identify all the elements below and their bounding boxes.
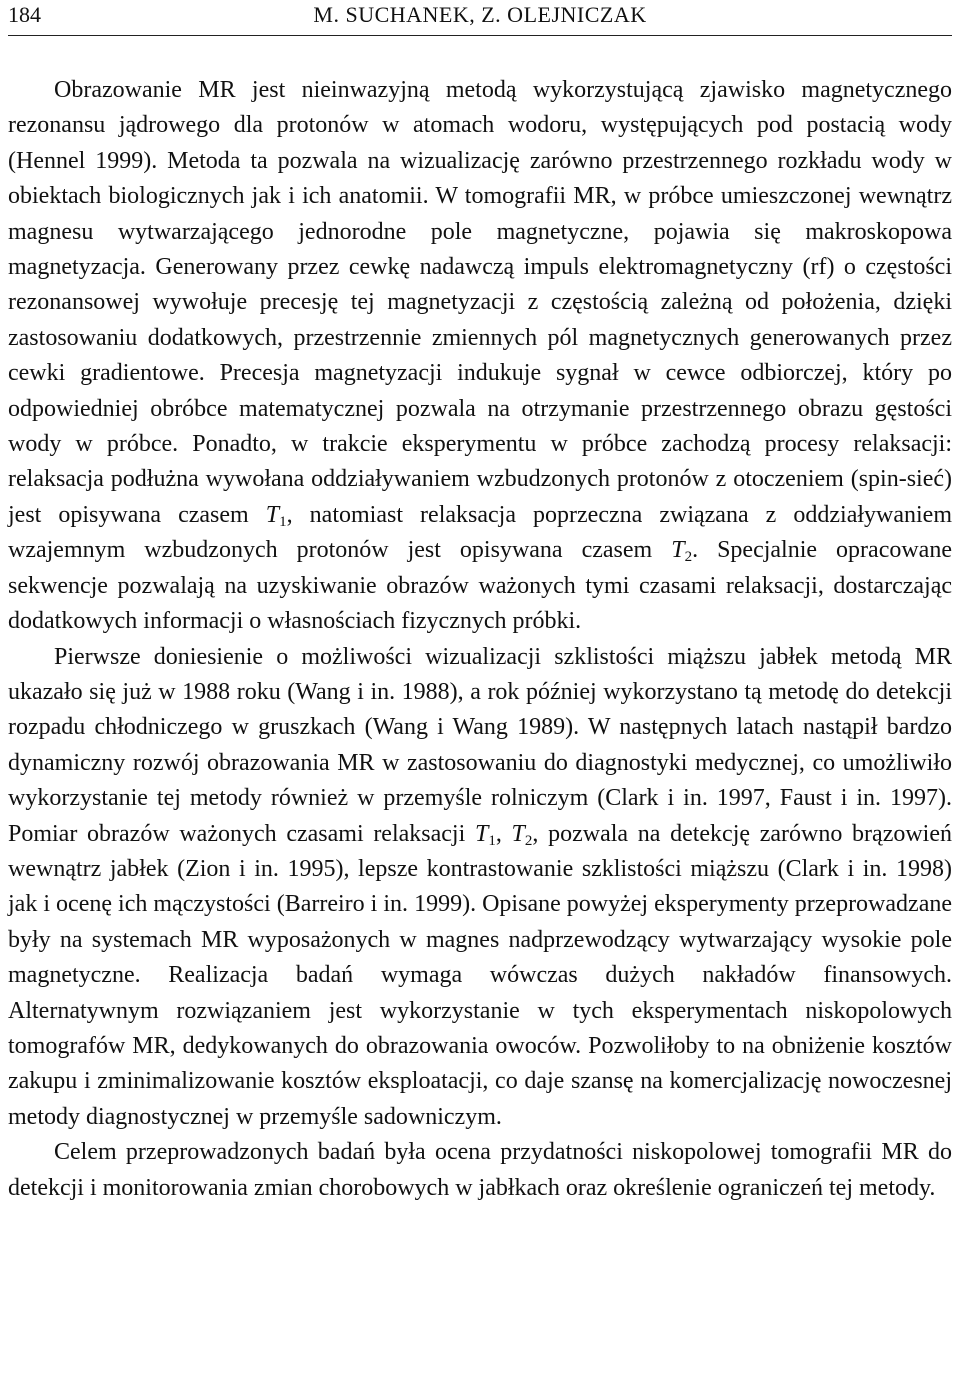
document-page (8, 0, 952, 1375)
subscript-2: 2 (684, 549, 693, 566)
paragraph-1 (8, 73, 952, 640)
paragraph-3 (8, 1135, 952, 1206)
paragraph-2-text: Pierwsze doniesienie o możliwości wizualizacji szklistości miąższu jabłek metodą MR ukazało się już w 1988 roku (Wang i in. 1988), a rok później wykorzystano tą metodę do detekcji rozpadu chłodniczego w gruszkach (Wang i Wang 1989). W następnych latach nastąpił bardzo dynamiczny rozwój obrazowania MR w zastosowaniu do diagnostyki medycznej, co umożliwiło wykorzystanie tej metody również w przemyśle rolniczym (Clark i in. 1997, Faust i in. 1997). Pomiar obrazów ważonych czasami relaksacji (8, 643, 952, 847)
subscript-1: 1 (279, 513, 287, 530)
paragraph-2 (8, 640, 952, 1136)
running-header-authors: M. SUCHANEK, Z. OLEJNICZAK (313, 2, 647, 27)
paragraph-1-end: . Specjalnie opracowane sekwencje pozwalają na uzyskiwanie obrazów ważonych tymi czasami relaksacji, dostarczając dodatkowych informacji o własnościach fizycznych próbki. (8, 537, 952, 635)
paragraph-3-text: Celem przeprowadzonych badań była ocena przydatności niskopolowej tomografii MR do detekcji i monitorowania zmian chorobowych w jabłkach oraz określenie ograniczeń tej metody. (8, 1139, 952, 1201)
paragraph-1-text: Obrazowanie MR jest nieinwazyjną metodą wykorzystującą zjawisko magnetycznego rezonansu jądrowego dla protonów w atomach wodoru, występujących pod postacią wody (Hennel 1999). Metoda ta pozwala na wizualizację zarówno przestrzennego rozkładu wody w obiektach biologicznych jak i ich anatomii. W tomografii MR, w próbce umieszczonej wewnątrz magnesu wytwarzającego jednorodne pole magnetyczne, pojawia się makroskopowa magnetyzacja. Generowany przez cewkę nadawczą impuls elektromagnetyczny (rf) o częstości rezonansowej wywołuje precesję tej magnetyzacji z częstością zależną od położenia, dzięki zastosowaniu dodatkowych, przestrzennie zmiennych pól magnetycznych generowanych przez cewki gradientowe. Precesja magnetyzacji indukuje sygnał w cewce odbiorczej, który po odpowiedniej obróbce matematycznej pozwala na otrzymanie przestrzennego obrazu gęstości wody w próbce. Ponadto, w trakcie eksperymentu w próbce zachodzą procesy relaksacji: relaksacja podłużna wywołana oddziaływaniem wzbudzonych protonów z otoczeniem (spin-sieć) jest opisywana czasem (8, 77, 952, 528)
symbol-t1: T (265, 501, 280, 528)
symbol-t2: T (671, 537, 685, 564)
symbol-t1: T (474, 820, 489, 847)
page-number: 184 (8, 2, 41, 27)
paragraph-1-mid: , natomiast relaksacja poprzeczna związana z oddziaływaniem wzajemnym wzbudzonych protonów jest opisywana czasem (8, 501, 952, 564)
running-header (8, 0, 952, 36)
symbol-separator: , (495, 820, 512, 847)
symbol-t2: T (511, 820, 525, 847)
paragraph-2-end: , pozwala na detekcję zarówno brązowień wewnątrz jabłek (Zion i in. 1995), lepsze kontrastowanie szklistości miąższu (Clark i in. 1998) jak i ocenę ich mączystości (Barreiro i in. 1999). Opisane powyżej eksperymenty przeprowadzane były na systemach MR wyposażonych w magnes nadprzewodzący wytwarzający wysokie pole magnetyczne. Realizacja badań wymaga wówczas dużych nakładów finansowych. Alternatywnym rozwiązaniem jest wykorzystanie w tych eksperymentach niskopolowych tomografów MR, dedykowanych do obrazowania owoców. Pozwoliłoby to na obniżenie kosztów zakupu i zminimalizowanie kosztów eksploatacji, co daje szansę na komercjalizację nowoczesnej metody diagnostycznej w przemyśle sadowniczym. (8, 820, 953, 1130)
subscript-2: 2 (524, 832, 533, 849)
subscript-1: 1 (488, 832, 496, 849)
body-text (8, 73, 952, 1206)
